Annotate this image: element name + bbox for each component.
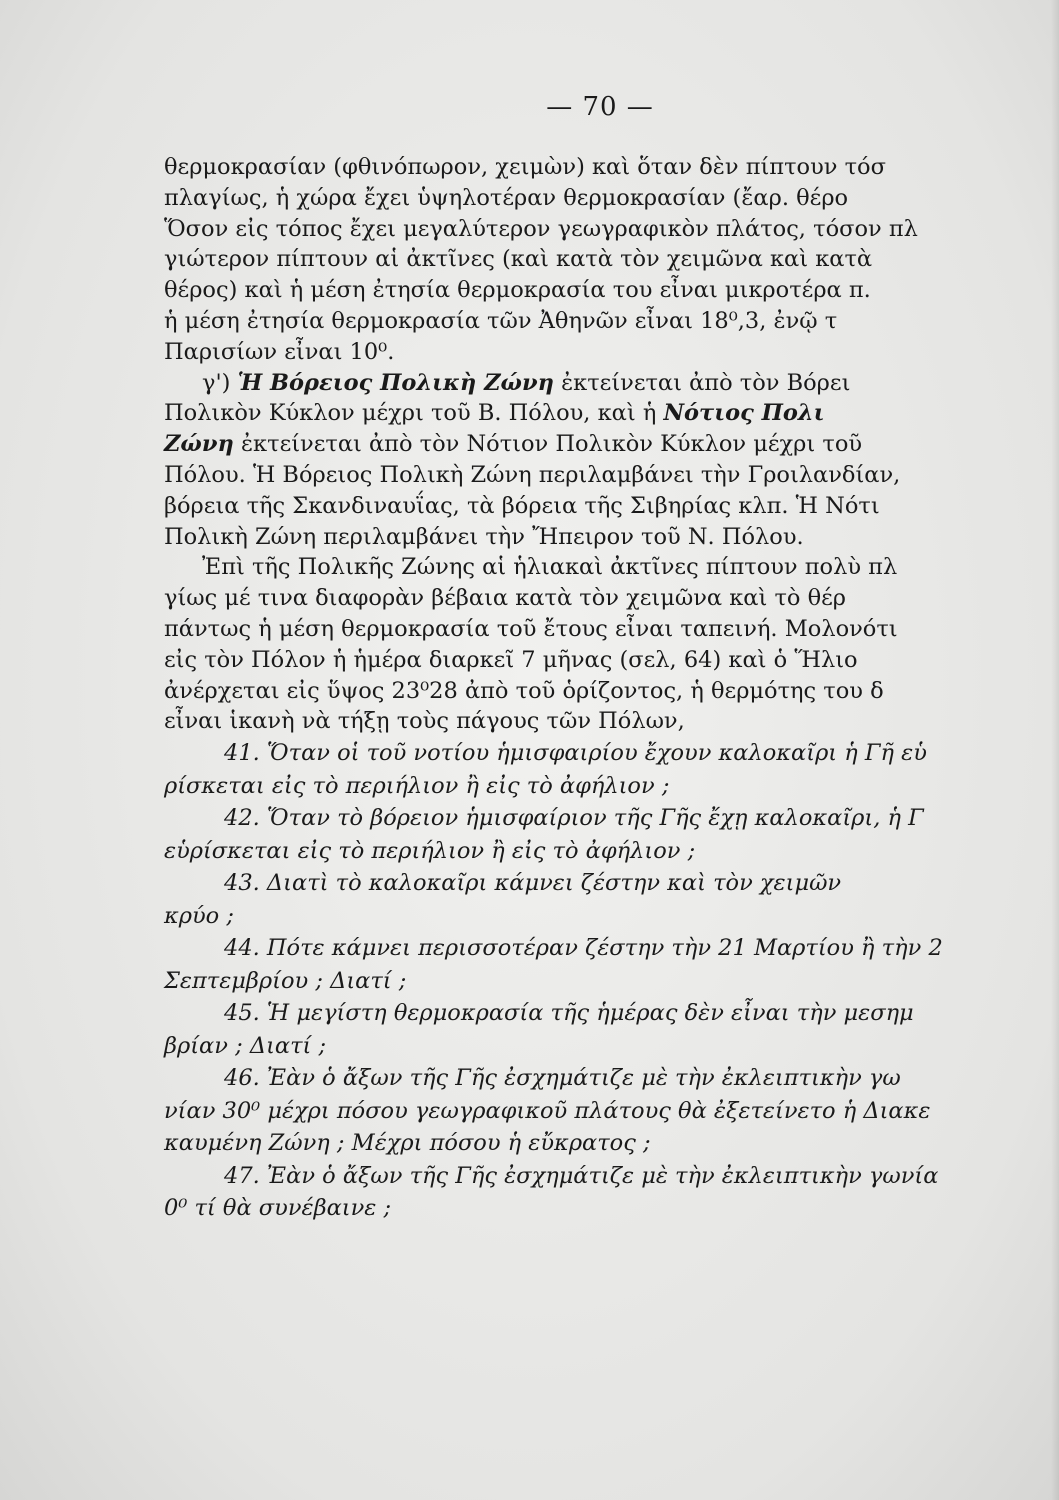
question-line: κρύο ; [164,902,234,929]
question-line: 43. Διατὶ τὸ καλοκαῖρι κάμνει ζέστην καὶ τὸν χειμῶν [224,870,842,897]
text-line: πλαγίως, ἡ χώρα ἔχει ὑψηλοτέραν θερμοκρασίαν (ἔαρ. θέρο [164,184,849,211]
text-line: θερμοκρασίαν (φθινόπωρον, χειμὼν) καὶ ὅταν δὲν πίπτουν τόσ [164,154,886,180]
text-line: ἀνέρχεται εἰς ὕψος 23⁰28 ἀπὸ τοῦ ὁρίζοντος, ἡ θερμότης του δ [164,677,884,704]
text-line: πάντως ἡ μέση θερμοκρασία τοῦ ἔτους εἶναι ταπεινή. Μολονότι [164,615,898,642]
question-line: 47. Ἐὰν ὁ ἄξων τῆς Γῆς ἐσχημάτιζε μὲ τὴν ἐκλειπτικὴν γωνία [224,1162,939,1189]
question-line: 0⁰ τί θὰ συνέβαινε ; [164,1195,392,1222]
question-line: εὑρίσκεται εἰς τὸ περιήλιον ἢ εἰς τὸ ἀφήλιον ; [164,837,696,864]
text-line: εἰς τὸν Πόλον ἡ ἡμέρα διαρκεῖ 7 μῆνας (σελ, 64) καὶ ὁ Ἥλιο [164,646,858,673]
page-number: — 70 — [546,92,654,122]
body-text [164,152,1059,1225]
question-line: 42. Ὅταν τὸ βόρειον ἡμισφαίριον τῆς Γῆς ἔχῃ καλοκαῖρι, ἡ Γ [224,805,924,832]
text-line [164,398,1059,429]
question-line: Σεπτεμβρίου ; Διατί ; [164,967,407,994]
question-line: 46. Ἐὰν ὁ ἄξων τῆς Γῆς ἐσχημάτιζε μὲ τὴν ἐκλειπτικὴν γω [224,1065,901,1092]
term-north-polar-zone: Ἡ Βόρειος Πολικὴ Ζώνη [237,369,554,396]
text-line: βόρεια τῆς Σκανδιναυΐας, τὰ βόρεια τῆς Σιβηρίας κλπ. Ἡ Νότι [164,492,880,519]
text-line [164,368,1059,399]
text-line: γιώτερον πίπτουν αἱ ἀκτῖνες (καὶ κατὰ τὸν χειμῶνα καὶ κατὰ [164,246,873,273]
text-line: θέρος) καὶ ἡ μέση ἐτησία θερμοκρασία του εἶναι μικροτέρα π. [164,277,871,304]
term-zone: Ζώνη [164,431,234,458]
text-line: ἡ μέση ἐτησία θερμοκρασία τῶν Ἀθηνῶν εἶναι 18⁰,3, ἐνῷ τ [164,307,838,334]
text-line: Ὅσον εἰς τόπος ἔχει μεγαλύτερον γεωγραφικὸν πλάτος, τόσον πλ [164,215,918,242]
text-line: γίως μέ τινα διαφορὰν βέβαια κατὰ τὸν χειμῶνα καὶ τὸ θέρ [164,585,847,612]
text-line: Ἐπὶ τῆς Πολικῆς Ζώνης αἱ ἡλιακαὶ ἀκτῖνες πίπτουν πολὺ πλ [202,554,898,581]
question-line: 45. Ἡ μεγίστη θερμοκρασία τῆς ἡμέρας δὲν εἶναι τὴν μεσημ [224,1000,914,1027]
question-line: καυμένη Ζώνη ; Μέχρι πόσου ἡ εὔκρατος ; [164,1130,651,1157]
text-line: Παρισίων εἶναι 10⁰. [164,338,395,365]
text-fragment: ἐκτείνεται ἀπὸ τὸν Βόρει [553,369,851,396]
text-line: εἶναι ἱκανὴ νὰ τήξῃ τοὺς πάγους τῶν Πόλων, [164,708,685,735]
term-south-polar-zone: Νότιος Πολι [663,400,825,427]
question-line: νίαν 30⁰ μέχρι πόσου γεωγραφικοῦ πλάτους θὰ ἐξετείνετο ἡ Διακε [164,1097,931,1124]
scan-shadow [1051,0,1059,1500]
text-fragment: ἐκτείνεται ἀπὸ τὸν Νότιον Πολικὸν Κύκλον μέχρι τοῦ [233,431,863,458]
text-fragment: Πολικὸν Κύκλον μέχρι τοῦ Β. Πόλου, καὶ ἡ [164,400,664,427]
question-line: 44. Πότε κάμνει περισσοτέραν ζέστην τὴν 21 Μαρτίου ἢ τὴν 2 [224,935,943,962]
question-line: 41. Ὅταν οἱ τοῦ νοτίου ἡμισφαιρίου ἔχουν καλοκαῖρι ἡ Γῆ εὑ [224,740,927,767]
question-line: ρίσκεται εἰς τὸ περιήλιον ἢ εἰς τὸ ἀφήλιον ; [164,772,670,799]
text-line: Πόλου. Ἡ Βόρειος Πολικὴ Ζώνη περιλαμβάνει τὴν Γροιλανδίαν, [164,461,901,488]
question-line: βρίαν ; Διατί ; [164,1032,327,1059]
text-line [164,429,1059,460]
section-marker: γ') [202,369,238,396]
text-line: Πολικὴ Ζώνη περιλαμβάνει τὴν Ἤπειρον τοῦ Ν. Πόλου. [164,523,804,550]
